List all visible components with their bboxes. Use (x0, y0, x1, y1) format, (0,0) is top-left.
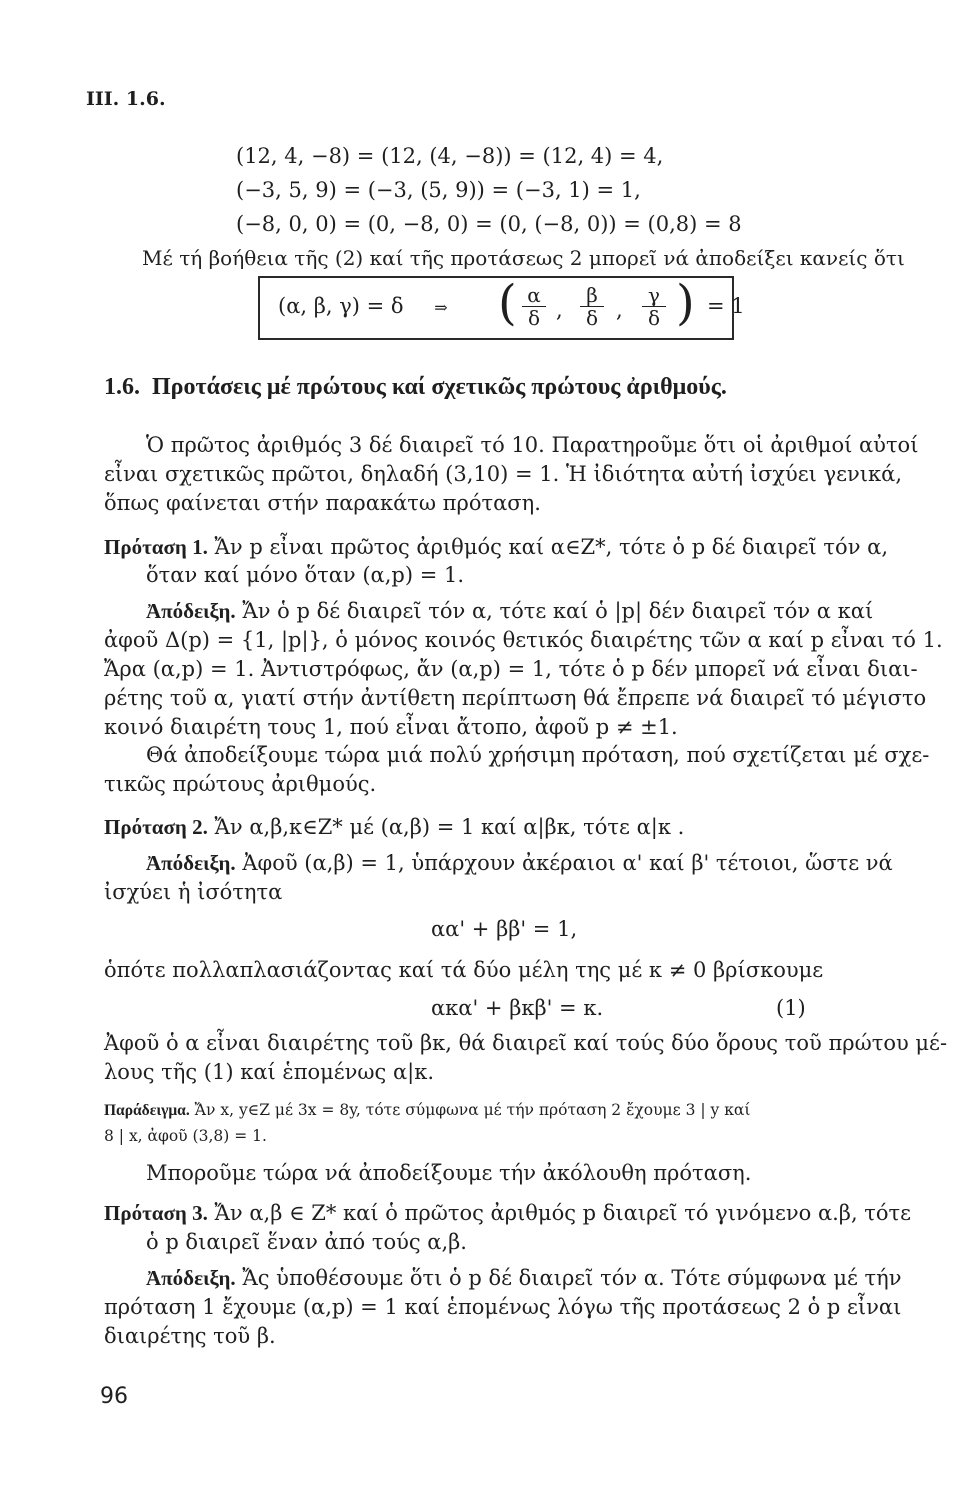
fraction-num: α (527, 283, 541, 307)
proof-1-line2: ἀφοῦ Δ(p) = {1, |p|}, ὁ μόνος κοινός θετικός διαιρέτης τῶν α καί p εἶναι τό 1. (104, 628, 943, 652)
proof-label: Ἀπόδειξη. (146, 851, 236, 875)
section-title: Προτάσεις μέ πρώτους καί σχετικῶς πρώτους ἀριθμούς. (152, 374, 727, 400)
book-page: III. 1.6. (12, 4, −8) = (12, (4, −8)) = (12, 4) = 4, (−3, 5, 9) = (−3, (5, 9)) = (−3, 1) = 1, (−8, 0, 0) = (0, −8, 0) = (0, (−8, 0)) = (0,8) = 8 Μέ τή βοήθεια τῆς (2) καί τῆς προτάσεως 2 μπορεῖ νά ἀποδείξει κανείς ὅτι (α, β, γ) = δ ⇒ ( α δ , β δ , γ δ ) = 1 1.6. Προτάσεις μέ πρώτους καί σχετικῶς πρώτους ἀριθμούς. Ὁ πρῶτος ἀριθμός 3 δέ διαιρεῖ τό 10. Παρατηροῦμε ὅτι οἱ ἀριθμοί αὐτοί εἶναι σχετικῶς πρῶτοι, δηλαδή (3,10) = 1. Ἡ ἰδιότητα αὐτή ἰσχύει γενικά, ὅπως φαίνεται στήν παρακάτω πρόταση. Πρόταση 1. Ἄν p εἶναι πρῶτος ἀριθμός καί α∈Z*, τότε ὁ p δέ διαιρεῖ τόν α, ὅταν καί μόνο ὅταν (α,p) = 1. Ἀπόδειξη. Ἄν ὁ p δέ διαιρεῖ τόν α, τότε καί ὁ |p| δέν διαιρεῖ τόν α καί ἀφοῦ Δ(p) = {1, |p|}, ὁ μόνος κοινός θετικός διαιρέτης τῶν α καί p εἶναι τό 1. Ἄρα (α,p) = 1. Ἀντιστρόφως, ἄν (α,p) = 1, τότε ὁ p δέν μπορεῖ νά εἶναι διαι- ρέτης τοῦ α, γιατί στήν ἀντίθετη περίπτωση θά ἔπρεπε νά διαιρεῖ τό μέγιστο κοινό διαιρέτη τους 1, πού εἶναι ἄτοπο, ἀφοῦ p ≠ ±1. Θά ἀποδείξουμε τώρα μιά πολύ χρήσιμη πρόταση, πού σχετίζεται μέ σχε- τικῶς πρώτους ἀριθμούς. Πρόταση 2. Ἄν α,β,κ∈Z* μέ (α,β) = 1 καί α|βκ, τότε α|κ . Ἀπόδειξη. Ἀφοῦ (α,β) = 1, ὑπάρχουν ἀκέραιοι α' καί β' τέτοιοι, ὥστε νά ἰσχύει ἡ ἰσότητα αα' + ββ' = 1, ὁπότε πολλαπλασιάζοντας καί τά δύο μέλη της μέ κ ≠ 0 βρίσκουμε ακα' + βκβ' = κ. (1) Ἀφοῦ ὁ α εἶναι διαιρέτης τοῦ βκ, θά διαιρεῖ καί τούς δύο ὅρους τοῦ πρώτου μέ- λους τῆς (1) καί ἑπομένως α|κ. Παράδειγμα. Ἄν x, y∈Z μέ 3x = 8y, τότε σύμφωνα μέ τήν πρόταση 2 ἔχουμε 3 | y καί 8 | x, ἀφοῦ (3,8) = 1. Μπορoῦμε τώρα νά ἀποδείξουμε τήν ἀκόλουθη πρόταση. Πρόταση 3. Ἄν α,β ∈ Z* καί ὁ πρῶτος ἀριθμός p διαιρεῖ τό γινόμενο α.β, τότε ὁ p διαιρεῖ ἕναν ἀπό τούς α,β. Ἀπόδειξη. Ἄς ὑποθέσουμε ὅτι ὁ p δέ διαιρεῖ τόν α. Τότε σύμφωνα μέ τήν πρόταση 1 ἔχουμε (α,p) = 1 καί ἑπομένως λόγω τῆς προτάσεως 2 ὁ p εἶναι διαιρέτης τοῦ β. 96 (86, 88, 948, 1409)
proof-2-line2: ἰσχύει ἡ ἰσότητα (104, 880, 283, 904)
proof-2-middle-line: ὁπότε πολλαπλασιάζοντας καί τά δύο μέλη της μέ κ ≠ 0 βρίσκουμε (104, 958, 824, 982)
proof-1-line5: κοινό διαιρέτη τους 1, πού εἶναι ἄτοπο, ἀφοῦ p ≠ ±1. (104, 715, 678, 739)
proof-3-line2: πρόταση 1 ἔχουμε (α,p) = 1 καί ἑπομένως λόγω τῆς προτάσεως 2 ὁ p εἶναι (104, 1295, 902, 1319)
page-number: 96 (100, 1384, 128, 1409)
section-heading (104, 374, 727, 400)
para1-line3: ὅπως φαίνεται στήν παρακάτω πρόταση. (104, 491, 541, 515)
proof-2-end-line2: λους τῆς (1) καί ἑπομένως α|κ. (104, 1060, 435, 1084)
proof-1-line3: Ἄρα (α,p) = 1. Ἀντιστρόφως, ἄν (α,p) = 1, τότε ὁ p δέν μπορεῖ νά εἶναι διαι- (104, 657, 918, 681)
proof-3 (146, 1265, 902, 1291)
proposition-2 (104, 814, 684, 840)
proposition-3-line2: ὁ p διαιρεῖ ἕναν ἀπό τούς α,β. (146, 1230, 467, 1254)
proposition-text: Ἄν α,β ∈ Z* καί ὁ πρῶτος ἀριθμός p διαιρεῖ τό γινόμενο α.β, τότε (214, 1201, 912, 1225)
para3: Μπορoῦμε τώρα νά ἀποδείξουμε τήν ἀκόλουθη πρόταση. (146, 1161, 752, 1185)
proposition-text: Ἄν α,β,κ∈Z* μέ (α,β) = 1 καί α|βκ, τότε α|κ . (214, 815, 685, 839)
proposition-label: Πρόταση 1. (104, 535, 208, 559)
example (104, 1100, 750, 1121)
intro-line: Μέ τή βοήθεια τῆς (2) καί τῆς προτάσεως 2 μπορεῖ νά ἀποδείξει κανείς ὅτι (142, 246, 905, 270)
proof-2 (146, 850, 893, 876)
example-line2: 8 | x, ἀφοῦ (3,8) = 1. (104, 1127, 267, 1145)
formula-right: = 1 (707, 294, 745, 318)
fraction-beta (578, 284, 606, 329)
formula-left (278, 294, 448, 318)
proposition-3 (104, 1200, 911, 1226)
proof-3-line3: διαιρέτης τοῦ β. (104, 1324, 276, 1348)
proposition-1 (104, 534, 888, 560)
formula-gcd: (α, β, γ) = δ (278, 294, 404, 318)
gcd-example-1: (12, 4, −8) = (12, (4, −8)) = (12, 4) = 4, (236, 144, 664, 168)
gcd-example-3: (−8, 0, 0) = (0, −8, 0) = (0, (−8, 0)) = (0,8) = 8 (236, 212, 742, 236)
fraction-num: γ (648, 283, 660, 307)
para1-line1: Ὁ πρῶτος ἀριθμός 3 δέ διαιρεῖ τό 10. Παρατηροῦμε ὅτι οἱ ἀριθμοί αὐτοί (146, 433, 919, 457)
proposition-label: Πρόταση 3. (104, 1201, 208, 1225)
fraction-alpha (520, 284, 548, 329)
fraction-den: δ (527, 306, 541, 330)
proof-text: Ἄς ὑποθέσουμε ὅτι ὁ p δέ διαιρεῖ τόν α. Τότε σύμφωνα μέ τήν (242, 1266, 902, 1290)
gcd-example-2: (−3, 5, 9) = (−3, (5, 9)) = (−3, 1) = 1, (236, 178, 641, 202)
proof-2-end-line1: Ἀφοῦ ὁ α εἶναι διαιρέτης τοῦ βκ, θά διαιρεῖ καί τούς δύο ὅρους τοῦ πρώτου μέ- (104, 1031, 948, 1055)
para2-line1: Θά ἀποδείξουμε τώρα μιά πολύ χρήσιμη πρόταση, πού σχετίζεται μέ σχε- (146, 743, 930, 767)
equation-2: ακα' + βκβ' = κ. (431, 996, 604, 1020)
proof-1 (146, 598, 873, 624)
para1-line2: εἶναι σχετικῶς πρῶτοι, δηλαδή (3,10) = 1. Ἡ ἰδιότητα αὐτή ἰσχύει γενικά, (104, 462, 902, 486)
open-paren: ( (498, 275, 517, 331)
close-paren: ) (676, 275, 695, 331)
implies-arrow: ⇒ (434, 298, 448, 317)
proof-label: Ἀπόδειξη. (146, 1266, 236, 1290)
proposition-label: Πρόταση 2. (104, 815, 208, 839)
proof-text: Ἀφοῦ (α,β) = 1, ὑπάρχουν ἀκέραιοι α' καί β' τέτοιοι, ὥστε νά (242, 851, 893, 875)
example-text: Ἄν x, y∈Z μέ 3x = 8y, τότε σύμφωνα μέ τήν πρόταση 2 ἔχουμε 3 | y καί (194, 1101, 751, 1119)
example-label: Παράδειγμα. (104, 1102, 190, 1119)
proposition-text: Ἄν p εἶναι πρῶτος ἀριθμός καί α∈Z*, τότε ὁ p δέ διαιρεῖ τόν α, (214, 535, 888, 559)
fraction-gamma (640, 284, 668, 329)
fraction-den: δ (585, 306, 599, 330)
fraction-num: β (586, 283, 598, 307)
fraction-den: δ (647, 306, 661, 330)
section-reference: III. 1.6. (86, 88, 166, 110)
proof-label: Ἀπόδειξη. (146, 599, 236, 623)
equation-2-tag: (1) (776, 996, 806, 1020)
proof-text: Ἄν ὁ p δέ διαιρεῖ τόν α, τότε καί ὁ |p| δέν διαιρεῖ τόν α καί (242, 599, 874, 623)
section-number: 1.6. (104, 374, 140, 400)
equation-1: αα' + ββ' = 1, (431, 917, 578, 941)
para2-line2: τικῶς πρώτους ἀριθμούς. (104, 772, 377, 796)
proposition-1-line2: ὅταν καί μόνο ὅταν (α,p) = 1. (146, 563, 465, 587)
proof-1-line4: ρέτης τοῦ α, γιατί στήν ἀντίθετη περίπτωση θά ἔπρεπε νά διαιρεῖ τό μέγιστο (104, 686, 927, 710)
